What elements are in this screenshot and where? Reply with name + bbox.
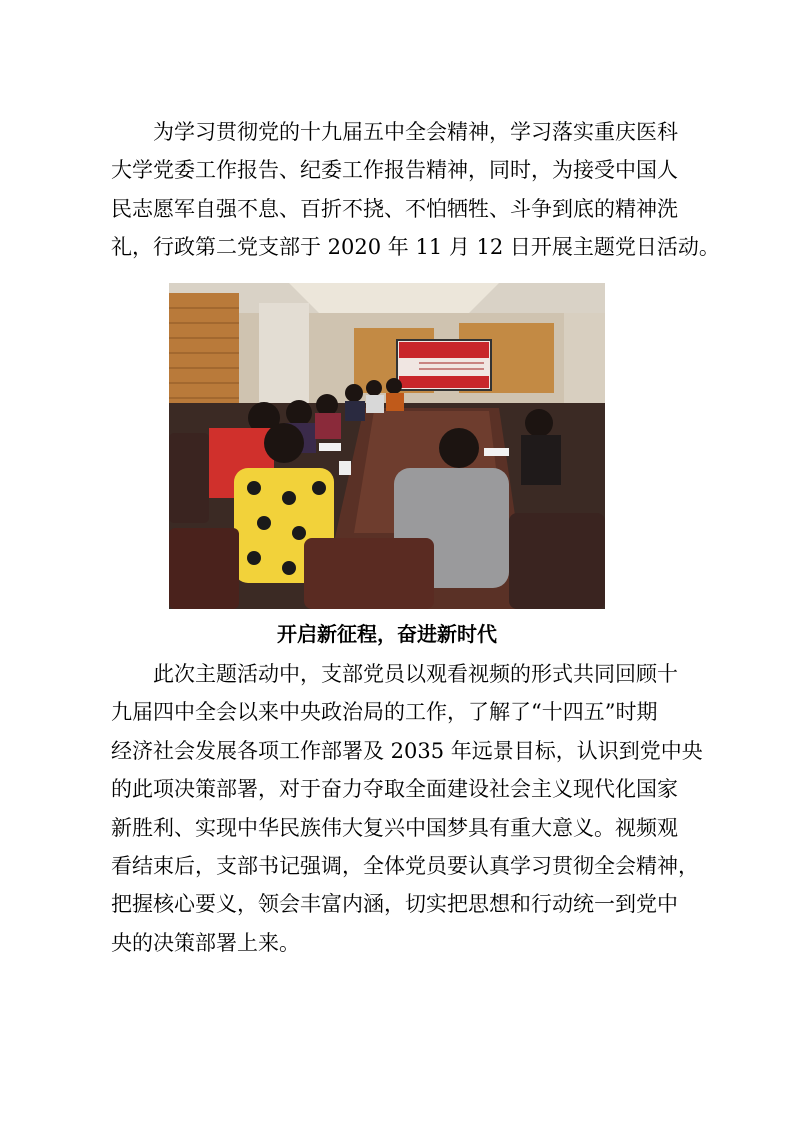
paragraph-line: 礼，行政第二党支部于 2020 年 11 月 12 日开展主题党日活动。 — [111, 235, 720, 260]
paragraph-line: 新胜利、实现中华民族伟大复兴中国梦具有重大意义。视频观 — [111, 815, 678, 840]
paragraph-line: 的此项决策部署，对于奋力夺取全面建设社会主义现代化国家 — [111, 777, 678, 802]
paragraph-line: 民志愿军自强不息、百折不挠、不怕牺牲、斗争到底的精神洗 — [111, 196, 678, 221]
paragraph-line: 此次主题活动中，支部党员以观看视频的形式共同回顾十 — [111, 662, 678, 686]
paragraph-line: 看结束后，支部书记强调，全体党员要认真学习贯彻全会精神， — [111, 853, 699, 878]
paragraph-line: 把握核心要义，领会丰富内涵，切实把思想和行动统一到党中 — [111, 892, 678, 917]
paragraph-line: 大学党委工作报告、纪委工作报告精神，同时，为接受中国人 — [111, 158, 678, 183]
photo-caption: 开启新征程，奋进新时代 — [277, 622, 497, 646]
paragraph-line: 九届四中全会以来中央政治局的工作，了解了“十四五”时期 — [111, 700, 658, 725]
paragraph-line: 经济社会发展各项工作部署及 2035 年远景目标，认识到党中央 — [111, 738, 703, 763]
paragraph-activity — [111, 655, 703, 962]
paragraph-line: 央的决策部署上来。 — [111, 930, 300, 955]
paragraph-line: 为学习贯彻党的十九届五中全会精神，学习落实重庆医科 — [111, 120, 678, 144]
meeting-photo — [169, 283, 605, 609]
paragraph-intro — [111, 113, 720, 267]
